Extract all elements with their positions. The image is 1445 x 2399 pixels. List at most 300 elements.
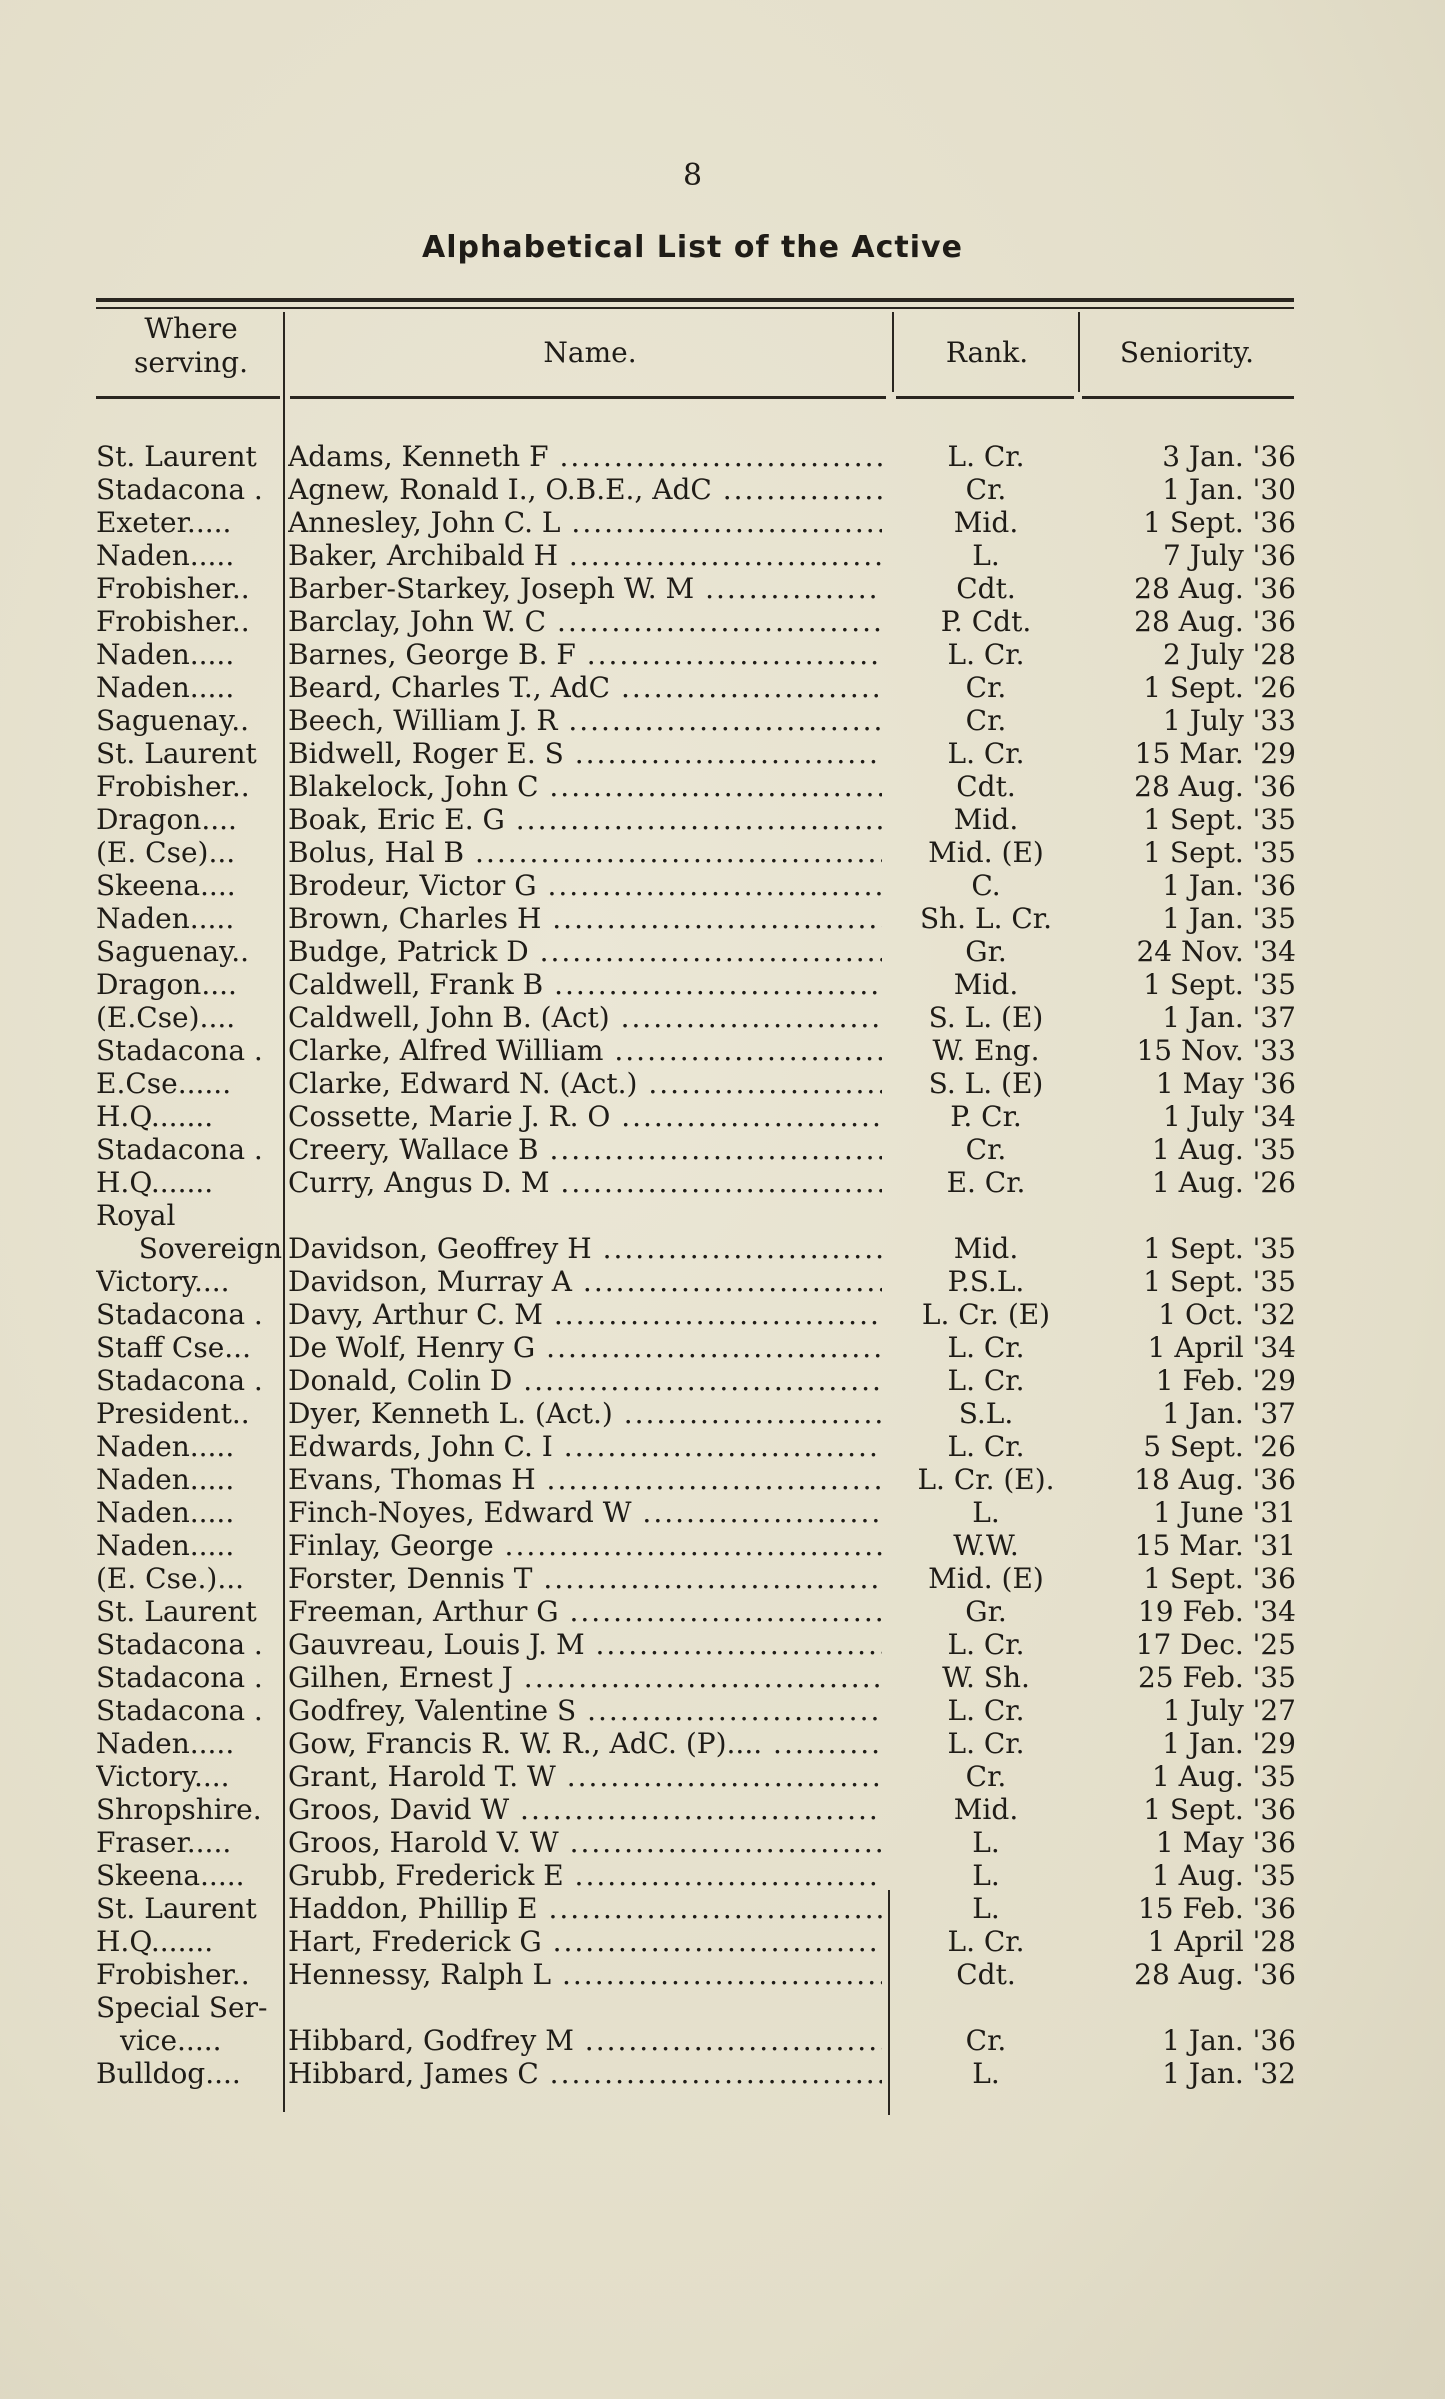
name-cell bbox=[288, 869, 882, 902]
officer-name: Barclay, John W. C ..... bbox=[288, 605, 882, 638]
officer-name: Curry, Angus D. M ..... bbox=[288, 1166, 882, 1199]
name-cell bbox=[288, 1793, 882, 1826]
officer-name: Forster, Dennis T ..... bbox=[288, 1562, 882, 1595]
name-cell bbox=[288, 1826, 882, 1859]
where-serving-text: Saguenay.. bbox=[96, 935, 250, 968]
where-serving-text: St. Laurent bbox=[96, 737, 257, 770]
officer-name: Davy, Arthur C. M ..... bbox=[288, 1298, 882, 1331]
table-row bbox=[0, 1331, 1445, 1364]
rank-cell: P. Cdt. bbox=[940, 605, 1032, 638]
table-row bbox=[0, 638, 1445, 671]
where-serving-cell bbox=[96, 1694, 282, 1727]
name-cell bbox=[288, 836, 882, 869]
officer-name: Bolus, Hal B ..... bbox=[288, 836, 882, 869]
rank-cell: L. Cr. bbox=[947, 1628, 1025, 1661]
where-serving-text: Fraser..... bbox=[96, 1826, 232, 1859]
officer-name: De Wolf, Henry G ..... bbox=[288, 1331, 882, 1364]
rank-cell: W. Sh. bbox=[942, 1661, 1030, 1694]
officer-name: Godfrey, Valentine S ..... bbox=[288, 1694, 882, 1727]
seniority-cell: 3 Jan. '36 bbox=[1162, 440, 1296, 473]
header-underline bbox=[1082, 396, 1294, 399]
seniority-cell: 28 Aug. '36 bbox=[1134, 605, 1296, 638]
column-divider bbox=[1078, 312, 1080, 392]
name-cell bbox=[288, 1628, 882, 1661]
where-serving-text: Stadacona . bbox=[96, 1298, 263, 1331]
table-row bbox=[0, 605, 1445, 638]
name-cell bbox=[288, 1034, 882, 1067]
table-row bbox=[0, 836, 1445, 869]
seniority-cell: 1 Jan. '32 bbox=[1162, 2057, 1296, 2090]
officer-name: Boak, Eric E. G ..... bbox=[288, 803, 882, 836]
seniority-cell: 1 Aug. '35 bbox=[1151, 1859, 1296, 1892]
table-row bbox=[0, 1166, 1445, 1199]
where-serving-text: Victory.... bbox=[96, 1760, 230, 1793]
officer-name: Caldwell, Frank B ..... bbox=[288, 968, 882, 1001]
table-row bbox=[0, 1727, 1445, 1760]
where-serving-cell bbox=[96, 1925, 282, 1958]
officer-name: Cossette, Marie J. R. O ..... bbox=[288, 1100, 882, 1133]
where-serving-cell bbox=[96, 869, 282, 902]
table-row bbox=[0, 1595, 1445, 1628]
rank-cell: Mid. (E) bbox=[928, 1562, 1044, 1595]
table-row bbox=[0, 770, 1445, 803]
where-serving-cell bbox=[96, 2057, 282, 2090]
rank-cell: L. Cr. bbox=[947, 1727, 1025, 1760]
rank-cell: Mid. bbox=[953, 803, 1019, 836]
rank-cell: S.L. bbox=[958, 1397, 1014, 1430]
officer-name: Hibbard, Godfrey M ..... bbox=[288, 2024, 882, 2057]
header-underline bbox=[896, 396, 1074, 399]
rank-cell: Gr. bbox=[965, 935, 1007, 968]
name-cell bbox=[288, 506, 882, 539]
name-cell bbox=[288, 704, 882, 737]
where-serving-cell bbox=[96, 605, 282, 638]
name-cell bbox=[288, 638, 882, 671]
name-cell bbox=[288, 2057, 882, 2090]
name-cell bbox=[288, 770, 882, 803]
seniority-cell: 1 Jan. '37 bbox=[1162, 1001, 1296, 1034]
name-cell bbox=[288, 473, 882, 506]
rank-cell: L. Cr. bbox=[947, 440, 1025, 473]
name-cell bbox=[288, 1925, 882, 1958]
rank-cell: P. Cr. bbox=[950, 1100, 1022, 1133]
where-serving-text: H.Q....... bbox=[96, 1100, 214, 1133]
name-cell bbox=[288, 1364, 882, 1397]
rank-cell: L. Cr. bbox=[947, 1925, 1025, 1958]
officer-name: Freeman, Arthur G ..... bbox=[288, 1595, 882, 1628]
name-cell bbox=[288, 572, 882, 605]
where-serving-text-continued: Sovereign bbox=[138, 1232, 282, 1265]
where-serving-cell bbox=[96, 1958, 282, 1991]
where-serving-text: Stadacona . bbox=[96, 1034, 263, 1067]
name-cell bbox=[288, 1067, 882, 1100]
officer-name: Brown, Charles H ..... bbox=[288, 902, 882, 935]
seniority-cell: 1 Sept. '36 bbox=[1143, 1793, 1296, 1826]
where-serving-cell bbox=[96, 968, 282, 1001]
table-row bbox=[0, 1001, 1445, 1034]
where-serving-text: Stadacona . bbox=[96, 1661, 263, 1694]
seniority-cell: 1 Sept. '26 bbox=[1143, 671, 1296, 704]
table-row bbox=[0, 1991, 1445, 2057]
table-row bbox=[0, 902, 1445, 935]
table-row bbox=[0, 1298, 1445, 1331]
rank-cell: L. bbox=[972, 1892, 1000, 1925]
officer-name: Clarke, Alfred William ..... bbox=[288, 1034, 882, 1067]
rank-cell: L. bbox=[972, 1496, 1000, 1529]
where-serving-text: Naden..... bbox=[96, 1496, 235, 1529]
seniority-cell: 1 Aug. '26 bbox=[1151, 1166, 1296, 1199]
name-cell bbox=[288, 539, 882, 572]
where-serving-cell bbox=[96, 1331, 282, 1364]
where-serving-text: H.Q....... bbox=[96, 1166, 214, 1199]
table-row bbox=[0, 803, 1445, 836]
where-serving-cell bbox=[96, 1034, 282, 1067]
table-row bbox=[0, 935, 1445, 968]
seniority-cell: 7 July '36 bbox=[1163, 539, 1296, 572]
officer-name: Barber-Starkey, Joseph W. M ..... bbox=[288, 572, 882, 605]
table-row bbox=[0, 704, 1445, 737]
column-header-rank: Rank. bbox=[945, 336, 1029, 369]
where-serving-cell bbox=[96, 1496, 282, 1529]
officer-name: Dyer, Kenneth L. (Act.) ..... bbox=[288, 1397, 882, 1430]
rank-cell: Mid. bbox=[953, 968, 1019, 1001]
where-serving-cell bbox=[96, 1991, 282, 2057]
officer-name: Finch-Noyes, Edward W ..... bbox=[288, 1496, 882, 1529]
rank-cell: Sh. L. Cr. bbox=[919, 902, 1053, 935]
officer-name: Adams, Kenneth F ..... bbox=[288, 440, 882, 473]
rank-cell: Cdt. bbox=[956, 770, 1016, 803]
name-cell bbox=[288, 803, 882, 836]
where-serving-cell bbox=[96, 1364, 282, 1397]
table-row bbox=[0, 1628, 1445, 1661]
rank-cell: Mid. bbox=[953, 1793, 1019, 1826]
officer-name: Donald, Colin D ..... bbox=[288, 1364, 882, 1397]
officer-name: Hart, Frederick G ..... bbox=[288, 1925, 882, 1958]
where-serving-text: Naden..... bbox=[96, 1430, 235, 1463]
where-serving-cell bbox=[96, 1100, 282, 1133]
where-serving-text: Skeena..... bbox=[96, 1859, 245, 1892]
where-serving-text: Dragon.... bbox=[96, 968, 237, 1001]
where-serving-text: Naden..... bbox=[96, 1463, 235, 1496]
rank-cell: Mid. (E) bbox=[928, 836, 1044, 869]
where-serving-text: Naden..... bbox=[96, 1727, 235, 1760]
name-cell bbox=[288, 1430, 882, 1463]
officer-name: Groos, Harold V. W ..... bbox=[288, 1826, 882, 1859]
seniority-cell: 1 Sept. '35 bbox=[1143, 836, 1296, 869]
table-row bbox=[0, 1760, 1445, 1793]
name-cell bbox=[288, 1892, 882, 1925]
name-cell bbox=[288, 1133, 882, 1166]
where-serving-cell bbox=[96, 506, 282, 539]
table-row bbox=[0, 1892, 1445, 1925]
where-serving-cell bbox=[96, 1562, 282, 1595]
where-serving-text: (E.Cse).... bbox=[96, 1001, 236, 1034]
seniority-cell: 1 Sept. '35 bbox=[1143, 1265, 1296, 1298]
table-row bbox=[0, 440, 1445, 473]
officer-name: Haddon, Phillip E ..... bbox=[288, 1892, 882, 1925]
where-serving-cell bbox=[96, 1001, 282, 1034]
where-serving-text: Saguenay.. bbox=[96, 704, 250, 737]
where-serving-cell bbox=[96, 1133, 282, 1166]
rank-cell: E. Cr. bbox=[946, 1166, 1026, 1199]
table-row bbox=[0, 1958, 1445, 1991]
where-serving-text: Frobisher.. bbox=[96, 1958, 250, 1991]
where-serving-text: (E. Cse)... bbox=[96, 836, 236, 869]
table-row bbox=[0, 572, 1445, 605]
where-serving-cell bbox=[96, 638, 282, 671]
officer-name: Edwards, John C. I ..... bbox=[288, 1430, 882, 1463]
where-serving-text: Naden..... bbox=[96, 638, 235, 671]
where-serving-cell bbox=[96, 1397, 282, 1430]
rank-cell: L. bbox=[972, 2057, 1000, 2090]
rank-cell: Gr. bbox=[965, 1595, 1007, 1628]
officer-name: Gow, Francis R. W. R., AdC. (P).... ..... bbox=[288, 1727, 882, 1760]
where-serving-cell bbox=[96, 803, 282, 836]
where-serving-text: President.. bbox=[96, 1397, 250, 1430]
rank-cell: W.W. bbox=[953, 1529, 1019, 1562]
where-serving-cell bbox=[96, 1265, 282, 1298]
where-serving-text: St. Laurent bbox=[96, 1892, 257, 1925]
where-serving-text: Skeena.... bbox=[96, 869, 236, 902]
seniority-cell: 15 Mar. '29 bbox=[1134, 737, 1296, 770]
name-cell bbox=[288, 1958, 882, 1991]
rank-cell: Cdt. bbox=[956, 572, 1016, 605]
table-row bbox=[0, 1397, 1445, 1430]
seniority-cell: 1 Jan. '35 bbox=[1162, 902, 1296, 935]
header-underline bbox=[96, 396, 280, 399]
name-cell bbox=[288, 1298, 882, 1331]
table-row bbox=[0, 506, 1445, 539]
where-serving-cell bbox=[96, 1892, 282, 1925]
table-row bbox=[0, 2057, 1445, 2090]
where-serving-cell bbox=[96, 473, 282, 506]
rank-cell: L. Cr. bbox=[947, 1694, 1025, 1727]
name-cell bbox=[288, 440, 882, 473]
seniority-cell: 1 April '28 bbox=[1147, 1925, 1296, 1958]
where-serving-text: Victory.... bbox=[96, 1265, 230, 1298]
seniority-cell: 1 Sept. '35 bbox=[1143, 1232, 1296, 1265]
officer-name: Grant, Harold T. W ..... bbox=[288, 1760, 882, 1793]
where-serving-cell bbox=[96, 1298, 282, 1331]
table-row bbox=[0, 1496, 1445, 1529]
rank-cell: Cr. bbox=[965, 1760, 1007, 1793]
officer-name: Blakelock, John C ..... bbox=[288, 770, 882, 803]
name-cell bbox=[288, 1265, 882, 1298]
officer-name: Clarke, Edward N. (Act.) ..... bbox=[288, 1067, 882, 1100]
officer-name: Creery, Wallace B ..... bbox=[288, 1133, 882, 1166]
seniority-cell: 28 Aug. '36 bbox=[1134, 572, 1296, 605]
table-row bbox=[0, 1100, 1445, 1133]
where-serving-text: Stadacona . bbox=[96, 1133, 263, 1166]
table-row bbox=[0, 671, 1445, 704]
name-cell bbox=[288, 1529, 882, 1562]
where-serving-cell bbox=[96, 737, 282, 770]
table-row bbox=[0, 1694, 1445, 1727]
name-cell bbox=[288, 1562, 882, 1595]
where-serving-text-continued: vice..... bbox=[120, 2024, 222, 2057]
rank-cell: L. Cr. bbox=[947, 1364, 1025, 1397]
where-serving-cell bbox=[96, 1727, 282, 1760]
rank-cell: L. Cr. bbox=[947, 1331, 1025, 1364]
table-row bbox=[0, 1793, 1445, 1826]
where-serving-text: Stadacona . bbox=[96, 473, 263, 506]
name-cell bbox=[288, 1595, 882, 1628]
where-serving-cell bbox=[96, 440, 282, 473]
table-row bbox=[0, 539, 1445, 572]
officer-name: Finlay, George ..... bbox=[288, 1529, 882, 1562]
seniority-cell: 1 Jan. '36 bbox=[1162, 2024, 1296, 2057]
where-serving-text: Special Ser- bbox=[96, 1991, 268, 2024]
table-row bbox=[0, 1463, 1445, 1496]
table-row bbox=[0, 1133, 1445, 1166]
table-row bbox=[0, 1430, 1445, 1463]
rank-cell: W. Eng. bbox=[932, 1034, 1040, 1067]
where-serving-text: Dragon.... bbox=[96, 803, 237, 836]
table-row bbox=[0, 869, 1445, 902]
rank-cell: Cr. bbox=[965, 2024, 1007, 2057]
seniority-cell: 18 Aug. '36 bbox=[1134, 1463, 1296, 1496]
officer-name: Annesley, John C. L ..... bbox=[288, 506, 882, 539]
table-row bbox=[0, 1925, 1445, 1958]
where-serving-text: E.Cse...... bbox=[96, 1067, 232, 1100]
seniority-cell: 2 July '28 bbox=[1163, 638, 1296, 671]
officer-name: Gauvreau, Louis J. M ..... bbox=[288, 1628, 882, 1661]
where-serving-cell bbox=[96, 1199, 282, 1265]
table-row bbox=[0, 968, 1445, 1001]
seniority-cell: 28 Aug. '36 bbox=[1134, 770, 1296, 803]
rank-cell: L. Cr. (E). bbox=[917, 1463, 1055, 1496]
officer-name: Brodeur, Victor G ..... bbox=[288, 869, 882, 902]
officer-name: Hibbard, James C ..... bbox=[288, 2057, 882, 2090]
name-cell bbox=[288, 1232, 882, 1265]
name-cell bbox=[288, 1463, 882, 1496]
seniority-cell: 1 Jan. '29 bbox=[1162, 1727, 1296, 1760]
table-row bbox=[0, 737, 1445, 770]
rank-cell: L. Cr. bbox=[947, 737, 1025, 770]
name-cell bbox=[288, 1331, 882, 1364]
rank-cell: L. Cr. bbox=[947, 638, 1025, 671]
name-cell bbox=[288, 1001, 882, 1034]
rank-cell: Mid. bbox=[953, 506, 1019, 539]
rank-cell: C. bbox=[971, 869, 1001, 902]
where-serving-cell bbox=[96, 671, 282, 704]
table-row bbox=[0, 1034, 1445, 1067]
where-serving-cell bbox=[96, 1826, 282, 1859]
name-cell bbox=[288, 1496, 882, 1529]
where-serving-text: Stadacona . bbox=[96, 1628, 263, 1661]
table-row bbox=[0, 1265, 1445, 1298]
where-serving-text: Naden..... bbox=[96, 539, 235, 572]
where-serving-cell bbox=[96, 1067, 282, 1100]
name-cell bbox=[288, 737, 882, 770]
seniority-cell: 1 April '34 bbox=[1147, 1331, 1296, 1364]
where-serving-text: Naden..... bbox=[96, 902, 235, 935]
table-row bbox=[0, 1562, 1445, 1595]
officer-name: Barnes, George B. F ..... bbox=[288, 638, 882, 671]
where-serving-cell bbox=[96, 1430, 282, 1463]
where-serving-text: Shropshire. bbox=[96, 1793, 262, 1826]
rank-cell: L. bbox=[972, 1859, 1000, 1892]
where-serving-cell bbox=[96, 770, 282, 803]
where-serving-cell bbox=[96, 1595, 282, 1628]
table-row bbox=[0, 473, 1445, 506]
column-divider bbox=[892, 312, 894, 392]
header-underline bbox=[290, 396, 886, 399]
rank-cell: Cr. bbox=[965, 1133, 1007, 1166]
rank-cell: Cr. bbox=[965, 473, 1007, 506]
seniority-cell: 17 Dec. '25 bbox=[1135, 1628, 1296, 1661]
rank-cell: Cr. bbox=[965, 704, 1007, 737]
where-serving-text: Frobisher.. bbox=[96, 770, 250, 803]
table-row bbox=[0, 1529, 1445, 1562]
seniority-cell: 1 Jan. '36 bbox=[1162, 869, 1296, 902]
where-serving-cell bbox=[96, 1760, 282, 1793]
seniority-cell: 1 July '33 bbox=[1163, 704, 1296, 737]
officer-name: Bidwell, Roger E. S ..... bbox=[288, 737, 882, 770]
seniority-cell: 1 Aug. '35 bbox=[1151, 1133, 1296, 1166]
seniority-cell: 1 May '36 bbox=[1155, 1826, 1296, 1859]
where-serving-cell bbox=[96, 539, 282, 572]
rank-cell: P.S.L. bbox=[947, 1265, 1025, 1298]
seniority-cell: 1 Sept. '35 bbox=[1143, 803, 1296, 836]
seniority-cell: 1 Oct. '32 bbox=[1158, 1298, 1296, 1331]
rank-cell: L. bbox=[972, 539, 1000, 572]
table-row bbox=[0, 1661, 1445, 1694]
column-header-where-serving: Where serving. bbox=[134, 312, 248, 379]
rank-cell: Cr. bbox=[965, 671, 1007, 704]
officer-name: Baker, Archibald H ..... bbox=[288, 539, 882, 572]
table-row bbox=[0, 1067, 1445, 1100]
seniority-cell: 28 Aug. '36 bbox=[1134, 1958, 1296, 1991]
seniority-cell: 15 Nov. '33 bbox=[1136, 1034, 1296, 1067]
seniority-cell: 1 Jan. '37 bbox=[1162, 1397, 1296, 1430]
where-serving-cell bbox=[96, 704, 282, 737]
seniority-cell: 1 May '36 bbox=[1155, 1067, 1296, 1100]
name-cell bbox=[288, 1166, 882, 1199]
seniority-cell: 1 July '27 bbox=[1163, 1694, 1296, 1727]
page-number: 8 bbox=[682, 158, 703, 193]
where-serving-cell bbox=[96, 1661, 282, 1694]
where-serving-text: H.Q....... bbox=[96, 1925, 214, 1958]
name-cell bbox=[288, 968, 882, 1001]
rank-cell: S. L. (E) bbox=[928, 1067, 1044, 1100]
where-serving-cell bbox=[96, 1529, 282, 1562]
name-cell bbox=[288, 935, 882, 968]
name-cell bbox=[288, 671, 882, 704]
where-serving-text: Stadacona . bbox=[96, 1364, 263, 1397]
officer-name: Caldwell, John B. (Act) ..... bbox=[288, 1001, 882, 1034]
where-serving-text: Royal bbox=[96, 1199, 176, 1232]
officer-name: Beard, Charles T., AdC ..... bbox=[288, 671, 882, 704]
where-serving-text: Frobisher.. bbox=[96, 572, 250, 605]
name-cell bbox=[288, 605, 882, 638]
officer-name: Davidson, Murray A ..... bbox=[288, 1265, 882, 1298]
name-cell bbox=[288, 902, 882, 935]
where-serving-cell bbox=[96, 1859, 282, 1892]
seniority-cell: 19 Feb. '34 bbox=[1137, 1595, 1296, 1628]
rank-cell: S. L. (E) bbox=[928, 1001, 1044, 1034]
name-cell bbox=[288, 1694, 882, 1727]
seniority-cell: 1 Aug. '35 bbox=[1151, 1760, 1296, 1793]
where-serving-text: St. Laurent bbox=[96, 440, 257, 473]
where-serving-text: Bulldog.... bbox=[96, 2057, 241, 2090]
rank-cell: L. Cr. bbox=[947, 1430, 1025, 1463]
where-serving-text: Exeter..... bbox=[96, 506, 232, 539]
name-cell bbox=[288, 1661, 882, 1694]
where-serving-text: Naden..... bbox=[96, 671, 235, 704]
officer-name: Groos, David W ..... bbox=[288, 1793, 882, 1826]
seniority-cell: 1 Sept. '36 bbox=[1143, 506, 1296, 539]
